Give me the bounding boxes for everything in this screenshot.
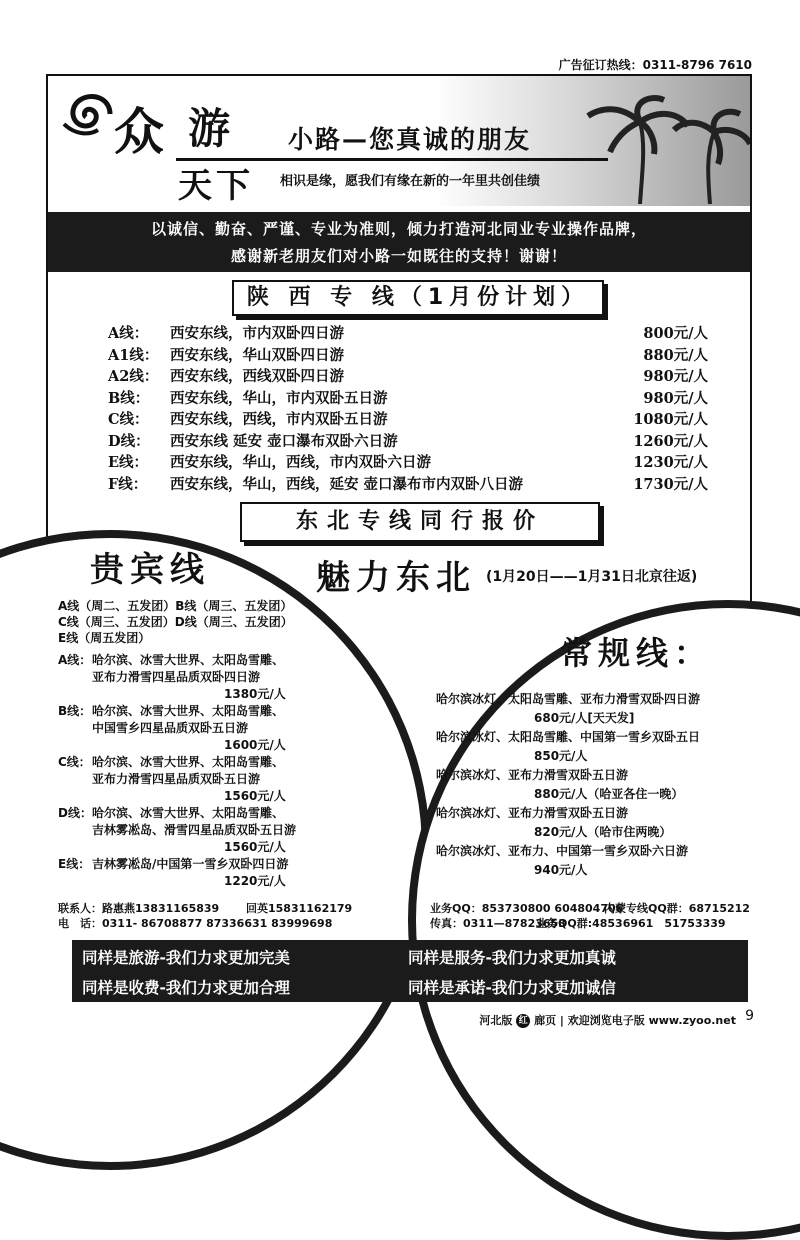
mission-line-1: 以诚信、勤奋、严谨、专业为准则，倾力打造河北同业专业操作品牌， — [150, 220, 647, 238]
list-item: B线：哈尔滨、冰雪大世界、太阳岛雪雕、 中国雪乡四星品质双卧五日游 1600元/人 — [58, 704, 286, 752]
phone-numbers: 电 话：0311- 86708877 87336631 83999698 — [58, 917, 333, 930]
schedule-line: A线（周二、五发团）B线（周三、五发团） — [58, 599, 293, 613]
section-label: 廊页 — [534, 1014, 557, 1027]
route-row: F线： 西安东线，华山，西线，延安 壶口瀑布市内双卧八日游 1730元/人 — [108, 475, 708, 493]
logo-zhong: 众 — [114, 102, 164, 161]
list-item: C线：哈尔滨、冰雪大世界、太阳岛雪雕、 亚布力滑雪四星品质双卧五日游 1560元/人 — [58, 755, 286, 803]
route-row: E线： 西安东线，华山，西线，市内双卧六日游 1230元/人 — [108, 454, 708, 471]
contact-info — [58, 900, 748, 930]
header-banner — [48, 76, 750, 206]
contact-person-2: 回英15831162179 — [246, 902, 353, 915]
list-item: A线：哈尔滨、冰雪大世界、太阳岛雪雕、 亚布力滑雪四星品质双卧四日游 1380元/人 — [58, 653, 286, 701]
nm-qq-group: 内蒙专线QQ群：68715212 — [604, 902, 750, 915]
ad-hotline: 广告征订热线：0311-8796 7610 — [558, 58, 752, 72]
edition-label: 河北版 — [479, 1014, 513, 1027]
slogan-promise: 同样是承诺-我们力求更加诚信 — [408, 979, 616, 997]
list-item: D线：哈尔滨、冰雪大世界、太阳岛雪雕、 吉林雾凇岛、滑雪四星品质双卧五日游 1560元/人 — [58, 806, 297, 854]
footer-slogans — [72, 940, 748, 1002]
changgui-title: 常规线： — [560, 634, 713, 672]
page-number: 9 — [745, 1008, 754, 1024]
slogan: 小路—您真诚的朋友 — [288, 125, 532, 154]
meili-dongbei-title: 魅力东北 — [316, 558, 476, 598]
slogan-service: 同样是服务-我们力求更加真诚 — [408, 949, 616, 967]
route-row: C线： 西安东线，西线，市内双卧五日游 1080元/人 — [108, 411, 708, 428]
list-item: 哈尔滨冰灯、亚布力、中国第一雪乡双卧六日游 940元/人 — [436, 844, 689, 877]
welcome-link[interactable]: 欢迎浏览电子版 www.zyoo.net — [567, 1014, 736, 1027]
logo-tianxia: 天下 — [178, 166, 254, 206]
contact-person: 联系人：路惠燕13831165839 — [58, 902, 220, 915]
shaanxi-routes — [108, 322, 708, 494]
shaanxi-section-title: 陕 西 专 线（1月份计划） — [232, 280, 604, 316]
changgui-routes — [436, 690, 748, 880]
route-row: A2线： 西安东线，西线双卧四日游 980元/人 — [108, 368, 708, 385]
schedule-line: C线（周三、五发团）D线（周三、五发团） — [58, 615, 293, 629]
list-item: 哈尔滨冰灯、太阳岛雪雕、亚布力滑雪双卧四日游 680元/人[天天发] — [436, 692, 701, 725]
mission-band — [48, 212, 750, 272]
guibin-routes — [58, 652, 358, 890]
bottom-bar: 河北版 红 廊页 | 欢迎浏览电子版 www.zyoo.net — [479, 1014, 736, 1027]
route-row: A1线： 西安东线，华山双卧四日游 880元/人 — [108, 346, 708, 364]
slogan-travel: 同样是旅游-我们力求更加完美 — [82, 949, 290, 967]
list-item: 哈尔滨冰灯、亚布力滑雪双卧五日游 880元/人（哈亚各住一晚） — [436, 768, 684, 801]
route-row: A线： 西安东线，市内双卧四日游 800元/人 — [108, 325, 708, 342]
list-item: 哈尔滨冰灯、太阳岛雪雕、中国第一雪乡双卧五日 850元/人 — [436, 730, 701, 763]
list-item: 哈尔滨冰灯、亚布力滑雪双卧五日游 820元/人（哈市住两晚） — [436, 806, 672, 839]
dongbei-dates: (1月20日——1月31日北京往返) — [486, 569, 698, 585]
schedule-line: E线（周五发团） — [58, 631, 151, 645]
qq-group: 业务QQ群:48536961 51753339 — [536, 917, 726, 930]
dongbei-section-title: 东北专线同行报价 — [240, 502, 600, 542]
business-qq: 业务QQ：853730800 604804706 — [430, 902, 624, 915]
swirl-logo-icon — [58, 84, 118, 144]
route-row: B线： 西安东线，华山，市内双卧五日游 980元/人 — [108, 389, 708, 407]
slogan-fee: 同样是收费-我们力求更加合理 — [82, 979, 290, 997]
sub-slogan: 相识是缘，愿我们有缘在新的一年里共创佳绩 — [280, 174, 541, 189]
fax-number: 传真：0311—87823653 — [430, 917, 566, 930]
list-item: E线： 吉林雾凇岛/中国第一雪乡双卧四日游 1220元/人 — [58, 857, 289, 888]
guibin-schedule — [58, 598, 293, 646]
guibin-title: 贵宾线 — [90, 550, 210, 590]
logo-you: 游 — [188, 104, 231, 153]
red-badge-icon: 红 — [516, 1014, 530, 1028]
route-row: D线： 西安东线 延安 壶口瀑布双卧六日游 1260元/人 — [108, 432, 708, 450]
palm-trees-icon — [580, 94, 750, 204]
mission-line-2: 感谢新老朋友们对小路一如既往的支持！谢谢！ — [230, 247, 567, 265]
